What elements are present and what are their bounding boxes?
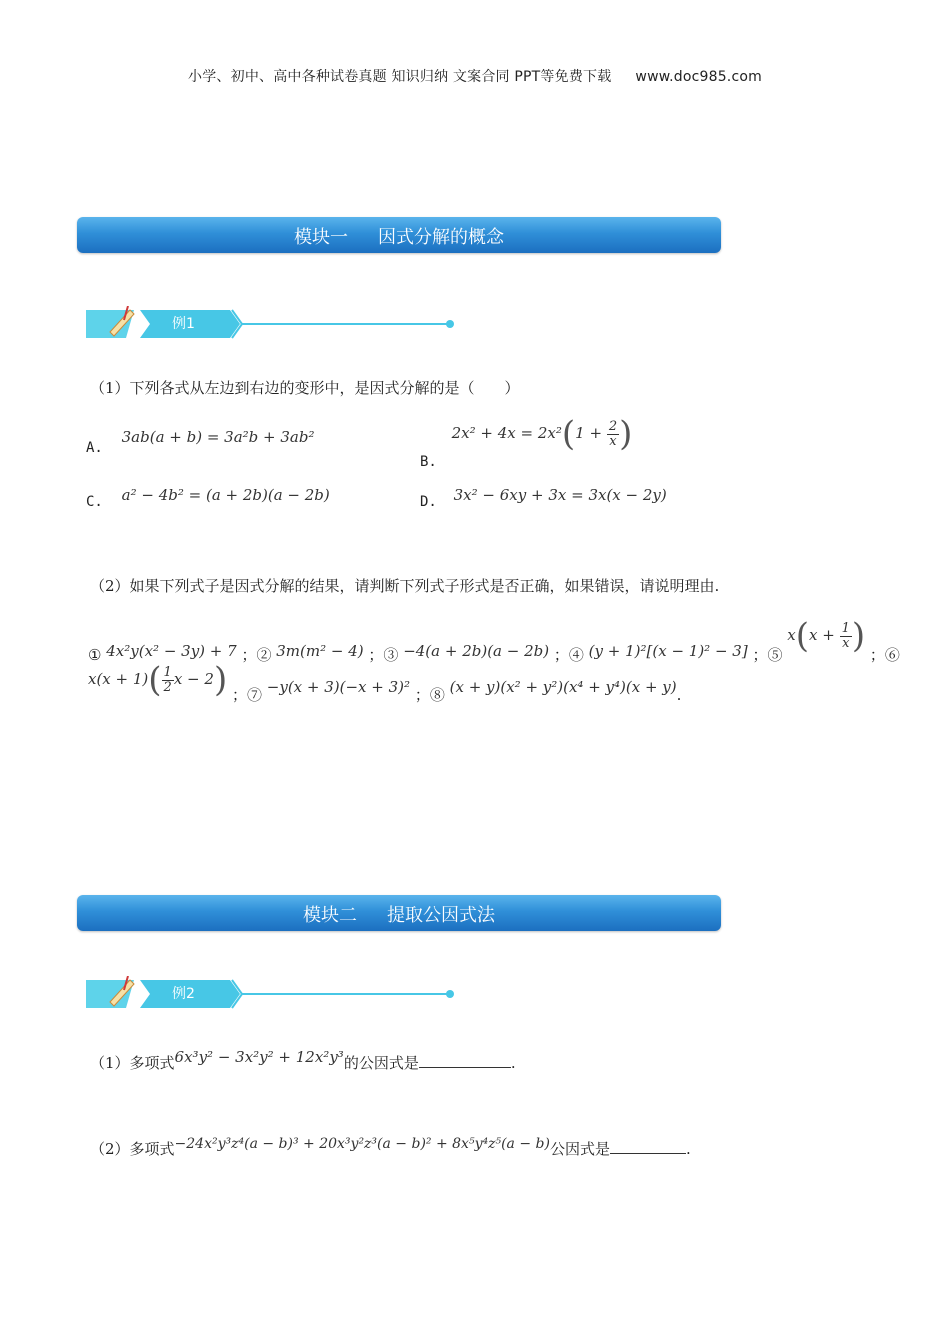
question-4-pre: （2）多项式 — [90, 1140, 175, 1158]
item-6-fraction: $\frac{1}{2}$ — [163, 664, 172, 695]
question-2-items-line1: ① 4x²y(x² − 3y) + 7 ；② 3m(m² − 4) ；③ −4(a + 2b)(a − 2b) ；④ (y + 1)²[(x − 1)² − 3] ；⑤ x(x + $\frac{1}{x}$ ) ；⑥ — [88, 616, 900, 664]
item-7-expr: −y(x + 3)(−x + 3)² — [266, 678, 411, 696]
question-3-end: . — [510, 1054, 516, 1072]
item-2-expr: 3m(m² − 4) — [276, 642, 364, 660]
item-1-marker: ① — [88, 646, 102, 664]
module-1-number: 模块一 — [294, 227, 348, 248]
item-6-marker: ；⑥ — [869, 646, 900, 664]
item-5-x: x — [787, 626, 796, 644]
header-url[interactable]: www.doc985.com — [635, 69, 762, 85]
question-4-answer-blank[interactable] — [610, 1139, 686, 1154]
option-d — [420, 486, 667, 510]
question-3-expr: 6x³y² − 3x²y² + 12x²y³ — [174, 1048, 344, 1066]
example-tag-graphic — [84, 306, 464, 342]
item-5-marker: ；⑤ — [752, 646, 783, 664]
item-8-marker: ；⑧ — [414, 686, 445, 704]
question-3 — [90, 1046, 516, 1072]
item-1-expr: 4x²y(x² − 3y) + 7 — [106, 642, 237, 660]
question-2-stem: （2）如果下列式子是因式分解的结果，请判断下列式子形式是否正确，如果错误，请说明理由. — [90, 577, 720, 595]
option-d-label: D. — [420, 494, 437, 510]
module-2-banner — [77, 895, 721, 931]
option-c-expr: a² − 4b² = (a + 2b)(a − 2b) — [121, 486, 330, 504]
example-1-tag — [84, 306, 464, 342]
example-2-tag — [84, 976, 464, 1012]
item-8-end: . — [676, 686, 682, 704]
module-2-title: 提取公因式法 — [387, 905, 495, 926]
option-b-one: 1 + — [575, 424, 603, 442]
question-1-stem: （1）下列各式从左边到右边的变形中，是因式分解的是（ ） — [90, 379, 520, 397]
item-5-fraction: $\frac{1}{x}$ — [841, 620, 850, 651]
option-b: B. 2x² + 4x = 2x²(1 + $\frac{2}{x}$ ) — [420, 414, 633, 470]
question-3-post: 的公因式是 — [343, 1054, 419, 1072]
option-d-expr: 3x² − 6xy + 3x = 3x(x − 2y) — [453, 486, 667, 504]
item-8-expr: (x + y)(x² + y²)(x⁴ + y⁴)(x + y) — [449, 678, 677, 696]
question-3-pre: （1）多项式 — [90, 1054, 175, 1072]
option-c-label: C. — [86, 494, 103, 510]
example-2-label: 例2 — [172, 986, 195, 1002]
page-header — [0, 66, 950, 86]
option-b-label: B. — [420, 454, 437, 470]
question-3-answer-blank[interactable] — [419, 1053, 511, 1068]
question-4-end: . — [685, 1140, 691, 1158]
option-a-expr: 3ab(a + b) = 3a²b + 3ab² — [121, 428, 315, 446]
item-4-marker: ；④ — [553, 646, 584, 664]
question-4 — [90, 1132, 691, 1158]
question-4-expr: −24x²y³z⁴(a − b)³ + 20x³y²z³(a − b)² + 8x⁵y⁴z⁵(a − b) — [174, 1136, 550, 1152]
option-b-fraction: $\frac{2}{x}$ — [608, 418, 618, 449]
question-4-post: 公因式是 — [549, 1140, 610, 1158]
item-7-marker: ；⑦ — [231, 686, 262, 704]
item-4-expr: (y + 1)²[(x − 1)² − 3] — [588, 642, 748, 660]
header-text: 小学、初中、高中各种试卷真题 知识归纳 文案合同 PPT等免费下载 — [188, 69, 612, 85]
question-2-items-line2: x(x + 1)( $\frac{1}{2}$ x − 2) ；⑦ −y(x + 3)(−x + 3)² ；⑧ (x + y)(x² + y²)(x⁴ + y⁴)(x + y). — [88, 660, 682, 704]
module-1-title: 因式分解的概念 — [378, 227, 504, 248]
option-a-label: A. — [86, 440, 103, 456]
option-c — [86, 486, 330, 510]
item-6-pre: x(x + 1) — [88, 670, 149, 688]
option-b-left: 2x² + 4x = 2x² — [451, 424, 562, 442]
item-3-expr: −4(a + 2b)(a − 2b) — [403, 642, 550, 660]
item-3-marker: ；③ — [368, 646, 399, 664]
module-2-number: 模块二 — [303, 905, 357, 926]
example-1-label: 例1 — [172, 316, 195, 332]
item-5-inner: x + — [809, 626, 835, 644]
module-1-banner — [77, 217, 721, 253]
item-6-post: x − 2 — [173, 670, 214, 688]
option-a — [86, 428, 315, 456]
item-2-marker: ；② — [241, 646, 272, 664]
example-tag-graphic — [84, 976, 464, 1012]
